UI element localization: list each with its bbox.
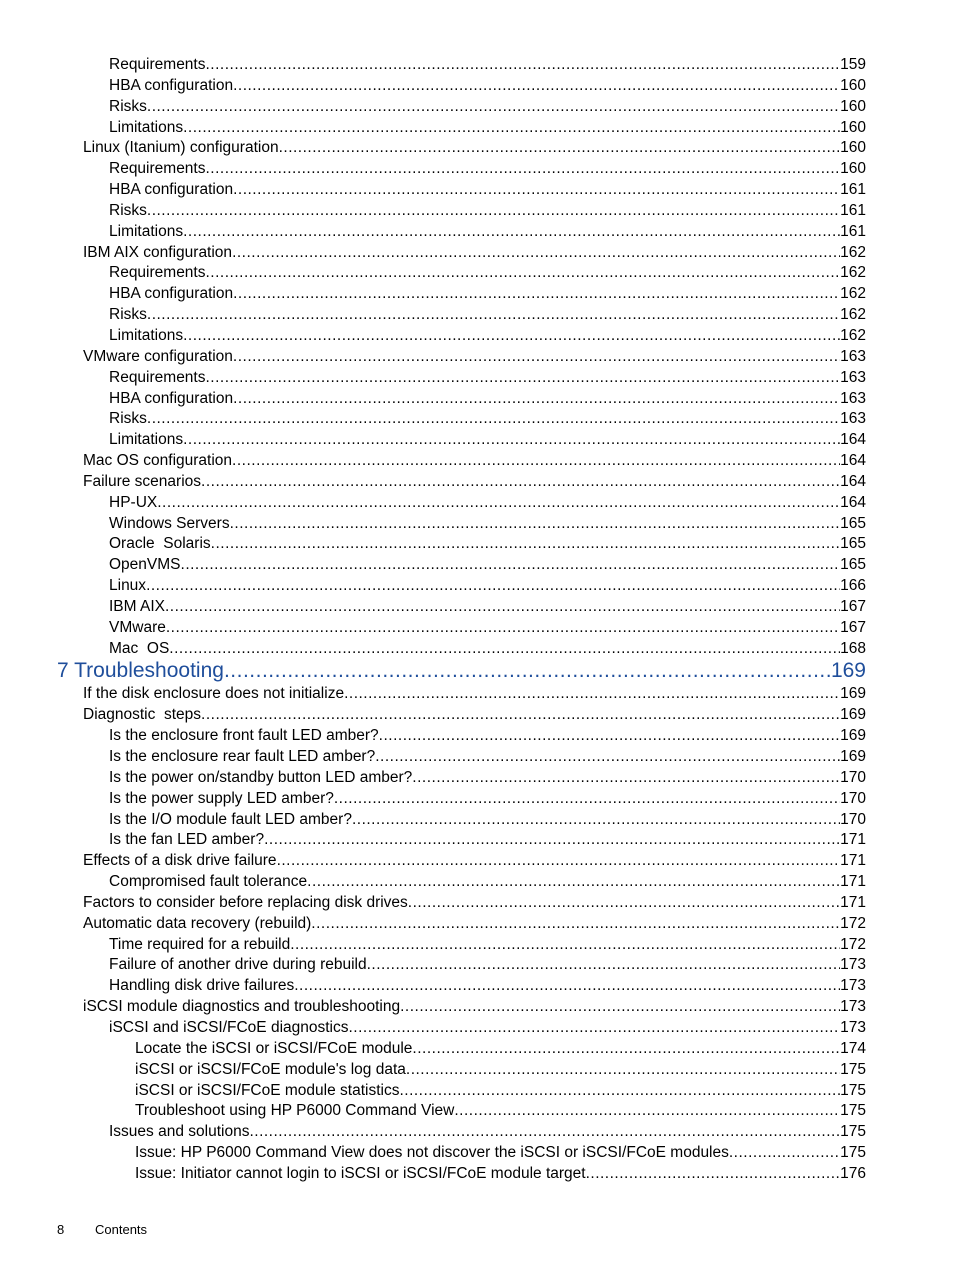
- toc-entry[interactable]: [0, 138, 954, 159]
- dot-leader: [399, 1081, 840, 1102]
- toc-entry-title: VMware: [109, 618, 166, 636]
- toc-entry[interactable]: [0, 284, 954, 305]
- toc-entry[interactable]: [0, 1101, 954, 1122]
- toc-entry-title: Is the I/O module fault LED amber?: [109, 810, 352, 828]
- toc-entry-page-number: 175: [840, 1144, 866, 1162]
- dot-leader: [232, 243, 840, 264]
- toc-entry-page-number: 175: [840, 1081, 866, 1099]
- toc-entry-page-number: 169: [840, 706, 866, 724]
- toc-entry[interactable]: [0, 576, 954, 597]
- toc-entry[interactable]: [0, 830, 954, 851]
- toc-entry-title: Failure of another drive during rebuild: [109, 956, 367, 974]
- toc-entry-title: 7 Troubleshooting: [57, 659, 224, 683]
- toc-entry-page-number: 161: [840, 201, 866, 219]
- toc-entry-page-number: 164: [840, 431, 866, 449]
- toc-entry-title: Issue: HP P6000 Command View does not discover the iSCSI or iSCSI/FCoE modules: [135, 1144, 729, 1162]
- dot-leader: [206, 368, 841, 389]
- dot-leader: [279, 138, 841, 159]
- toc-entry[interactable]: [0, 618, 954, 639]
- toc-entry[interactable]: [0, 684, 954, 705]
- toc-entry-page-number: 160: [840, 139, 866, 157]
- toc-entry[interactable]: [0, 1039, 954, 1060]
- footer-page-number: 8: [57, 1222, 65, 1237]
- toc-entry-title: Windows Servers: [109, 514, 230, 532]
- dot-leader: [181, 555, 841, 576]
- toc-entry[interactable]: [0, 305, 954, 326]
- dot-leader: [183, 430, 840, 451]
- dot-leader: [311, 914, 840, 935]
- toc-entry[interactable]: [0, 368, 954, 389]
- toc-entry-page-number: 176: [840, 1164, 866, 1182]
- toc-entry[interactable]: [0, 55, 954, 76]
- toc-entry-title: Is the fan LED amber?: [109, 831, 265, 849]
- toc-entry[interactable]: [0, 76, 954, 97]
- toc-entry-page-number: 163: [840, 368, 866, 386]
- dot-leader: [147, 201, 840, 222]
- toc-entry[interactable]: [0, 726, 954, 747]
- toc-entry-title: Locate the iSCSI or iSCSI/FCoE module: [135, 1039, 413, 1057]
- toc-entry[interactable]: [0, 430, 954, 451]
- toc-entry-page-number: 162: [840, 285, 866, 303]
- dot-leader: [586, 1164, 841, 1185]
- dot-leader: [408, 893, 840, 914]
- toc-entry-title: iSCSI and iSCSI/FCoE diagnostics: [109, 1018, 349, 1036]
- dot-leader: [375, 747, 840, 768]
- toc-entry-title: Is the enclosure front fault LED amber?: [109, 727, 379, 745]
- toc-entry[interactable]: [0, 1081, 954, 1102]
- dot-leader: [206, 159, 841, 180]
- dot-leader: [147, 305, 840, 326]
- toc-entry-title: Mac OS configuration: [83, 452, 233, 470]
- dot-leader: [249, 1122, 840, 1143]
- toc-entry[interactable]: [0, 555, 954, 576]
- toc-entry[interactable]: [0, 639, 954, 660]
- dot-leader: [367, 955, 841, 976]
- table-of-contents: [0, 55, 954, 1185]
- dot-leader: [233, 76, 840, 97]
- toc-entry-title: HBA configuration: [109, 181, 234, 199]
- toc-entry-title: Requirements: [109, 264, 206, 282]
- toc-entry[interactable]: [0, 326, 954, 347]
- toc-entry-page-number: 171: [840, 873, 866, 891]
- toc-entry-page-number: 175: [840, 1102, 866, 1120]
- toc-entry-page-number: 160: [840, 160, 866, 178]
- toc-entry-page-number: 169: [840, 685, 866, 703]
- toc-entry[interactable]: [0, 597, 954, 618]
- toc-entry-page-number: 169: [840, 748, 866, 765]
- toc-entry-title: Risks: [109, 306, 147, 324]
- toc-entry-title: Linux: [109, 577, 147, 595]
- dot-leader: [166, 618, 840, 639]
- toc-entry-title: Limitations: [109, 326, 184, 344]
- toc-entry-title: IBM AIX configuration: [83, 243, 233, 261]
- dot-leader: [147, 409, 840, 430]
- dot-leader: [406, 1060, 840, 1081]
- dot-leader: [233, 389, 840, 410]
- toc-entry-title: iSCSI or iSCSI/FCoE module's log data: [135, 1060, 406, 1078]
- dot-leader: [412, 1039, 840, 1060]
- toc-entry-page-number: 173: [840, 956, 866, 974]
- toc-entry-title: Oracle Solaris: [109, 535, 211, 553]
- dot-leader: [211, 534, 840, 555]
- toc-entry-page-number: 162: [840, 306, 866, 324]
- toc-entry-page-number: 163: [840, 347, 866, 365]
- toc-entry-title: HBA configuration: [109, 76, 234, 94]
- toc-entry-title: Handling disk drive failures: [109, 977, 295, 995]
- toc-entry[interactable]: [0, 851, 954, 872]
- toc-entry-title: Mac OS: [109, 639, 170, 657]
- toc-entry-title: Requirements: [109, 368, 206, 386]
- toc-entry-page-number: 167: [840, 597, 866, 615]
- toc-entry[interactable]: [0, 159, 954, 180]
- dot-leader: [349, 1018, 841, 1039]
- toc-entry-page-number: 161: [840, 181, 866, 199]
- toc-entry-title: VMware configuration: [83, 347, 233, 365]
- toc-entry-page-number: 170: [840, 768, 866, 786]
- toc-entry-page-number: 165: [840, 556, 866, 574]
- toc-entry-title: Issue: Initiator cannot login to iSCSI or iSCSI/FCoE module target: [135, 1164, 586, 1182]
- dot-leader: [400, 997, 840, 1018]
- dot-leader: [729, 1143, 840, 1164]
- toc-entry-page-number: 167: [840, 618, 866, 636]
- toc-entry-page-number: 162: [840, 243, 866, 261]
- dot-leader: [307, 872, 840, 893]
- dot-leader: [233, 347, 840, 368]
- toc-entry-page-number: 164: [840, 452, 866, 470]
- dot-leader: [201, 472, 840, 493]
- dot-leader: [146, 576, 840, 597]
- toc-entry[interactable]: [0, 409, 954, 430]
- toc-entry-title: iSCSI module diagnostics and troubleshooting: [83, 998, 401, 1016]
- toc-entry[interactable]: [0, 789, 954, 810]
- toc-entry-page-number: 170: [840, 810, 866, 828]
- toc-entry-page-number: 171: [840, 852, 866, 870]
- dot-leader: [344, 684, 840, 705]
- toc-entry-page-number: 164: [840, 472, 866, 490]
- toc-entry-page-number: 159: [840, 56, 866, 73]
- toc-entry[interactable]: [0, 243, 954, 264]
- toc-entry-page-number: 169: [840, 727, 866, 745]
- toc-entry[interactable]: [0, 810, 954, 831]
- toc-entry-title: Troubleshoot using HP P6000 Command View: [135, 1102, 455, 1120]
- toc-entry-title: IBM AIX: [109, 597, 165, 615]
- toc-entry-page-number: 173: [840, 1018, 866, 1036]
- dot-leader: [334, 789, 840, 810]
- dot-leader: [233, 284, 840, 305]
- dot-leader: [224, 659, 831, 683]
- toc-entry-title: Limitations: [109, 222, 184, 240]
- toc-entry-title: Limitations: [109, 118, 184, 136]
- dot-leader: [206, 55, 841, 76]
- toc-entry-page-number: 174: [840, 1039, 866, 1057]
- toc-entry-page-number: 163: [840, 389, 866, 407]
- toc-entry-title: Requirements: [109, 56, 206, 73]
- dot-leader: [183, 118, 840, 139]
- toc-entry-page-number: 160: [840, 76, 866, 94]
- toc-entry-page-number: 171: [840, 831, 866, 849]
- dot-leader: [165, 597, 840, 618]
- dot-leader: [454, 1101, 840, 1122]
- toc-entry[interactable]: [0, 1143, 954, 1164]
- toc-entry-title: Automatic data recovery (rebuild): [83, 914, 312, 932]
- toc-entry[interactable]: [0, 893, 954, 914]
- toc-entry-title: Requirements: [109, 160, 206, 178]
- toc-entry[interactable]: [0, 180, 954, 201]
- dot-leader: [412, 768, 840, 789]
- toc-entry[interactable]: [0, 534, 954, 555]
- toc-entry-page-number: 164: [840, 493, 866, 511]
- toc-entry-page-number: 171: [840, 893, 866, 911]
- toc-entry[interactable]: [0, 389, 954, 410]
- footer-section-label: Contents: [95, 1222, 148, 1237]
- dot-leader: [233, 180, 840, 201]
- dot-leader: [183, 222, 840, 243]
- toc-entry-page-number: 160: [840, 118, 866, 136]
- toc-entry-title: Is the power on/standby button LED amber?: [109, 768, 413, 786]
- toc-entry[interactable]: [0, 118, 954, 139]
- toc-entry-page-number: 160: [840, 97, 866, 115]
- toc-entry-page-number: 172: [840, 914, 866, 932]
- toc-entry-page-number: 163: [840, 410, 866, 428]
- toc-entry-title: Failure scenarios: [83, 472, 202, 490]
- toc-entry[interactable]: [0, 935, 954, 956]
- toc-entry-title: Factors to consider before replacing disk drives: [83, 893, 408, 911]
- toc-entry-title: If the disk enclosure does not initialize: [83, 685, 345, 703]
- toc-entry-title: Risks: [109, 410, 147, 428]
- page-footer: [57, 1222, 147, 1237]
- toc-chapter-entry[interactable]: [0, 659, 954, 683]
- dot-leader: [230, 514, 841, 535]
- dot-leader: [206, 263, 841, 284]
- dot-leader: [232, 451, 840, 472]
- toc-entry[interactable]: [0, 997, 954, 1018]
- toc-entry-page-number: 165: [840, 535, 866, 553]
- dot-leader: [290, 935, 840, 956]
- toc-entry[interactable]: [0, 451, 954, 472]
- toc-entry-title: Issues and solutions: [109, 1123, 250, 1141]
- toc-entry-title: HBA configuration: [109, 389, 234, 407]
- toc-entry[interactable]: [0, 263, 954, 284]
- toc-entry-title: iSCSI or iSCSI/FCoE module statistics: [135, 1081, 400, 1099]
- toc-entry-page-number: 170: [840, 789, 866, 807]
- dot-leader: [147, 97, 840, 118]
- dot-leader: [201, 705, 840, 726]
- toc-entry-page-number: 162: [840, 326, 866, 344]
- toc-entry-page-number: 173: [840, 977, 866, 995]
- toc-entry[interactable]: [0, 872, 954, 893]
- toc-entry-title: Risks: [109, 97, 147, 115]
- toc-entry-title: HBA configuration: [109, 285, 234, 303]
- dot-leader: [379, 726, 840, 747]
- toc-entry-title: Time required for a rebuild: [109, 935, 291, 953]
- toc-entry[interactable]: [0, 201, 954, 222]
- toc-entry[interactable]: [0, 1060, 954, 1081]
- dot-leader: [352, 810, 840, 831]
- toc-entry-title: Diagnostic steps: [83, 706, 202, 724]
- toc-entry-title: Risks: [109, 201, 147, 219]
- toc-entry[interactable]: [0, 747, 954, 768]
- toc-entry-title: HP-UX: [109, 493, 158, 511]
- dot-leader: [169, 639, 840, 660]
- toc-entry[interactable]: [0, 472, 954, 493]
- toc-entry-page-number: 172: [840, 935, 866, 953]
- toc-entry[interactable]: [0, 514, 954, 535]
- toc-entry[interactable]: [0, 768, 954, 789]
- toc-entry-page-number: 165: [840, 514, 866, 532]
- toc-entry-page-number: 169: [830, 659, 866, 683]
- toc-entry[interactable]: [0, 347, 954, 368]
- dot-leader: [277, 851, 841, 872]
- toc-entry[interactable]: [0, 955, 954, 976]
- toc-entry-title: Linux (Itanium) configuration: [83, 139, 279, 157]
- toc-entry-title: Limitations: [109, 431, 184, 449]
- toc-entry-page-number: 168: [840, 639, 866, 657]
- toc-entry[interactable]: [0, 1164, 954, 1185]
- toc-entry-page-number: 175: [840, 1060, 866, 1078]
- dot-leader: [294, 976, 840, 997]
- toc-entry-page-number: 161: [840, 222, 866, 240]
- toc-entry[interactable]: [0, 1122, 954, 1143]
- toc-entry-title: Is the power supply LED amber?: [109, 789, 334, 807]
- toc-entry[interactable]: [0, 705, 954, 726]
- toc-entry[interactable]: [0, 222, 954, 243]
- toc-entry-title: Is the enclosure rear fault LED amber?: [109, 748, 376, 765]
- toc-entry[interactable]: [0, 1018, 954, 1039]
- toc-entry-page-number: 166: [840, 577, 866, 595]
- toc-entry[interactable]: [0, 97, 954, 118]
- toc-entry-title: Compromised fault tolerance: [109, 873, 308, 891]
- toc-entry[interactable]: [0, 914, 954, 935]
- dot-leader: [183, 326, 840, 347]
- toc-entry-page-number: 173: [840, 998, 866, 1016]
- toc-entry-page-number: 162: [840, 264, 866, 282]
- dot-leader: [264, 830, 840, 851]
- toc-entry-title: Effects of a disk drive failure: [83, 852, 277, 870]
- toc-entry[interactable]: [0, 976, 954, 997]
- toc-entry-page-number: 175: [840, 1123, 866, 1141]
- dot-leader: [157, 493, 840, 514]
- toc-entry-title: OpenVMS: [109, 556, 181, 574]
- toc-entry[interactable]: [0, 493, 954, 514]
